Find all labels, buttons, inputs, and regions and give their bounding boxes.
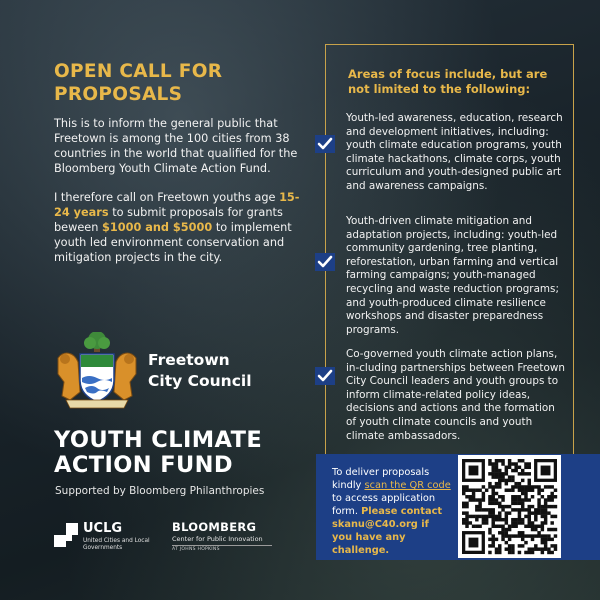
bloomberg-name: BLOOMBERG (172, 520, 257, 534)
focus-heading: Areas of focus include, but are not limited to the following: (348, 67, 548, 96)
contact-text (332, 466, 452, 557)
intro-section (54, 60, 314, 279)
call-text-mid: to submit proposals for grants beween (54, 206, 283, 234)
age-range: 15-24 years (54, 191, 300, 219)
fund-title-line1: YOUTH CLIMATE (54, 427, 263, 453)
bloomberg-logo (172, 520, 272, 552)
bloomberg-affiliation: AT JOHNS HOPKINS (172, 545, 272, 552)
check-icon (314, 366, 336, 386)
grant-amount: $1000 and $5000 (102, 221, 213, 234)
check-icon (314, 134, 336, 154)
uclg-subtitle: United Cities and Local Governments (83, 538, 150, 551)
contact-email-text: Please contact skanu@C40.org if you have any challenge. (332, 506, 443, 556)
uclg-logo (54, 521, 164, 553)
supported-by: Supported by Bloomberg Philanthropies (55, 485, 265, 497)
call-paragraph (54, 190, 314, 265)
coat-of-arms-icon (52, 332, 142, 410)
council-name-line2: City Council (148, 372, 252, 390)
contact-text-mid: to access application form. (332, 493, 436, 517)
call-text-pre: I therefore call on Freetown youths age (54, 191, 280, 204)
open-call-heading: OPEN CALL FOR PROPOSALS (54, 61, 223, 105)
council-name (148, 350, 252, 392)
call-text-post: to implement youth led environment conservation and mitigation projects in the city. (54, 221, 292, 264)
scan-qr-link[interactable]: scan the QR code (364, 480, 451, 491)
fund-title (54, 428, 262, 478)
contact-text-pre: To deliver proposals kindly (332, 467, 430, 491)
fund-title-line2: ACTION FUND (54, 452, 233, 478)
focus-item: Youth-led awareness, education, research and development initiatives, including: youth climate education programs, youth climate hackathons, climate corps, youth curriculum and youth-designed public art and awareness campaigns. (346, 112, 563, 192)
council-logo (52, 332, 292, 412)
bloomberg-subtitle: Center for Public Innovation (172, 535, 263, 543)
council-name-line1: Freetown (148, 351, 230, 369)
uclg-name: UCLG (83, 521, 123, 536)
focus-item: Youth-driven climate mitigation and adaptation projects, including: youth-led community gardening, tree planting, reforestation, urban farming and vertical farming campaigns; youth-managed recycling and waste reduction programs; and youth-produced climate resilience workshops and disaster preparedness programs. (346, 215, 559, 336)
check-icon (314, 252, 336, 272)
qr-code[interactable] (458, 455, 561, 558)
intro-paragraph: This is to inform the general public that Freetown is among the 100 cities from 38 countries in the world that qualified for the Bloomberg Youth Climate Action Fund. (54, 117, 298, 175)
qr-code-icon (458, 455, 561, 558)
focus-item: Co-governed youth climate action plans, in-cluding partnerships between Freetown City Council leaders and youth groups to inform climate-related policy ideas, decisions and actions and the formation of youth climate councils and youth climate ambassadors. (346, 348, 565, 442)
uclg-mark-icon (54, 523, 78, 547)
